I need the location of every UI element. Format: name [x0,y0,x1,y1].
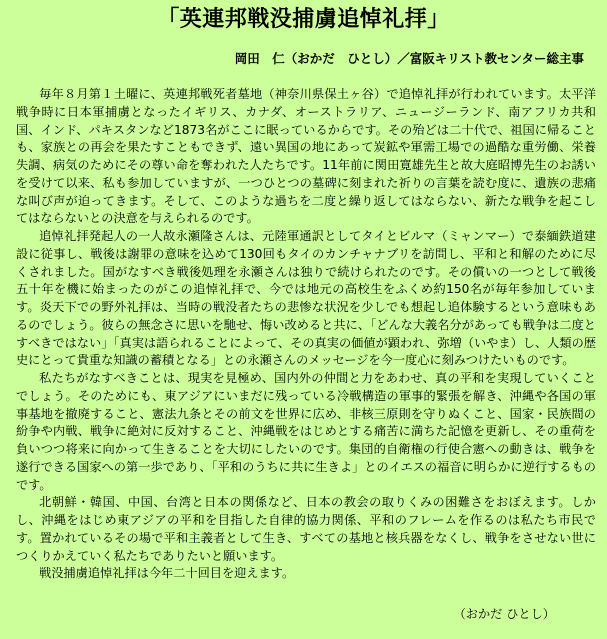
paragraph-3: 私たちがなすべきことは、現実を見極め、国内外の仲間と力をあわせ、真の平和を実現していくことでしょう。そのためにも、東アジアにいまだに残っている冷戦構造の軍事的緊張を解き、沖縄や各国の軍事基地を撤廃すること、憲法九条とその前文を世界に広め、非核三原則を守りぬくこと、国家・民族間の紛争や内戦、戦争に絶対に反対すること、沖縄戦をはじめとする痛苦に満ちた記憶を更新し、その重荷を負いつつ将来に向かって生きることを大切にしたいのです。集団的自衛権の行使合憲への動きは、戦争を遂行できる国家への第一歩であり、「平和のうちに共に生きよ」とのイエスの福音に明らかに逆行するものです。 [16,371,596,492]
paragraph-5: 戦没捕虜追悼礼拝は今年二十回目を迎えます。 [39,566,295,581]
paragraph-1: 毎年８月第１土曜に、英連邦戦死者墓地（神奈川県保土ヶ谷）で追悼礼拝が行われています。太平洋戦争時に日本軍捕虜となったイギリス、カナダ、オーストラリア、ニュージーランド、南アフリカ共和国、インド、パキスタンなど1873名がここに眠っているからです。その殆どは二十代で、祖国に帰ることも、家族との再会を果たすこともできず、遠い異国の地にあって炭鉱や軍需工場での過酷な重労働、栄養失調、病気のためにその尊い命を奪われた人たちです。11年前に関田寛雄先生と故大庭昭博先生のお誘いを受けて以来、私も参加していますが、一つひとつの墓碑に刻まれた祈りの言葉を読む度に、遺族の悲痛な叫び声が迫ってきます。そして、このような過ちを二度と繰り返してはならない、新たな戦争を起こしてはならないとの決意を与えられるのです。 [16,87,596,226]
paragraph-4: 北朝鮮・韓国、中国、台湾と日本の関係など、日本の教会の取りくみの困難さをおぼえます。しかし、沖縄をはじめ東アジアの平和を目指した自律的協力関係、平和のフレームを作るのは私たち市民です。置かれているその場で平和主義者として生き、すべての基地と核兵器をなくし、戦争をさせない世につくりかえていく私たちでありたいと願います。 [16,495,596,563]
article-body [16,86,596,583]
paragraph-2: 追悼礼拝発起人の一人故永瀬隆さんは、元陸軍通訳としてタイとビルマ（ミャンマー）で泰緬鉄道建設に従事し、戦後は謝罪の意味を込めて130回もタイのカンチャナブリを訪問し、平和と和解のために尽くされました。国がなすべき戦後処理を永瀬さんは独りで続けられたのです。その償いの一つとして戦後五十年を機に始まったのがこの追悼礼拝で、今では地元の高校生をふくめ約150名が毎年参加しています。炎天下での野外礼拝は、当時の戦没者たちの悲惨な状況を少しでも想起し追体験するという意味もあるのでしょう。彼らの無念さに思いを馳せ、悔い改めると共に、「どんな大義名分があっても戦争は二度とすべきではない」「真実は語られることによって、その真実の価値が顕われ、弥増（いやま）し、人類の歴史にとって貴重な知識の蓄積となる」との永瀬さんのメッセージを今一度心に刻みつけたいものです。 [16,229,596,368]
author-byline: 岡田 仁（おかだ ひとし）／富阪キリスト教センター総主事 [234,51,584,66]
article-title: 「英連邦戦没捕虜追悼礼拝」 [157,7,450,32]
author-signature: （おかだ ひとし） [453,607,555,621]
